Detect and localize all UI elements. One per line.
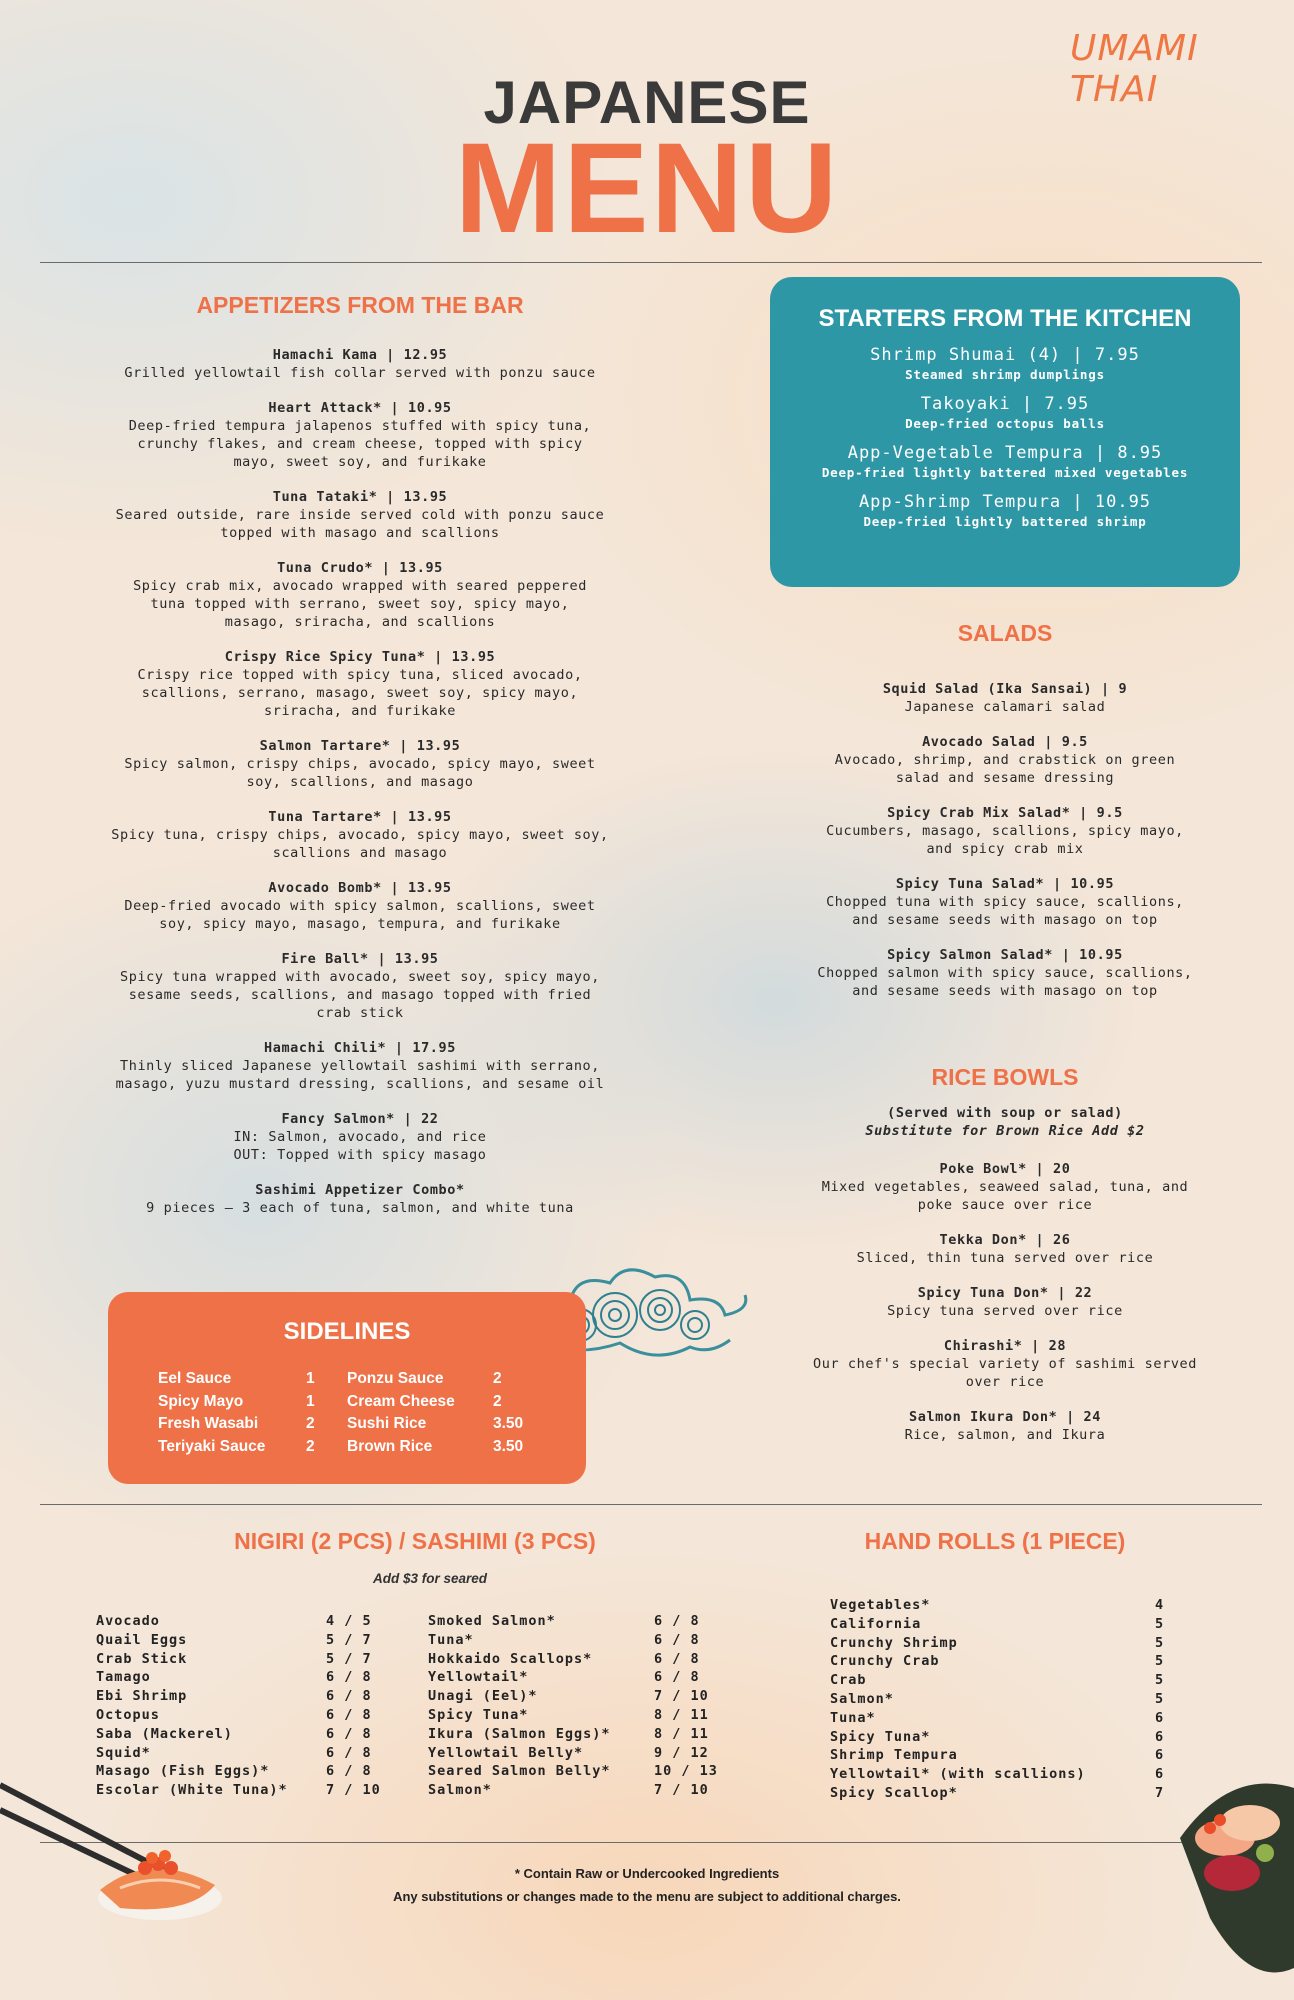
appetizer-item bbox=[70, 648, 650, 720]
sidelines-grid bbox=[158, 1370, 533, 1460]
nigiri-name: Unagi (Eel)* bbox=[428, 1688, 538, 1705]
hand-roll-price: 7 bbox=[1155, 1784, 1165, 1801]
nigiri-row bbox=[428, 1651, 728, 1670]
nigiri-name: Masago (Fish Eggs)* bbox=[96, 1763, 270, 1780]
appetizer-item bbox=[70, 879, 650, 933]
sidelines-box bbox=[108, 1292, 586, 1484]
salad-item-name: Spicy Salmon Salad* | 10.95 bbox=[887, 947, 1123, 963]
appetizer-item bbox=[70, 399, 650, 471]
salad-item bbox=[770, 680, 1240, 716]
starter-item-description: Deep-fried lightly battered shrimp bbox=[863, 514, 1147, 529]
hand-roll-row bbox=[830, 1653, 1170, 1672]
sideline-row bbox=[158, 1393, 533, 1416]
hand-roll-name: Salmon* bbox=[830, 1690, 894, 1707]
rice-bowl-item-description: Mixed vegetables, seaweed salad, tuna, and poke sauce over rice bbox=[821, 1179, 1189, 1213]
appetizer-item-name: Heart Attack* | 10.95 bbox=[268, 400, 452, 416]
rice-bowl-item-name: Tekka Don* | 26 bbox=[939, 1232, 1071, 1248]
hand-roll-name: Tuna* bbox=[830, 1709, 876, 1726]
sideline-row bbox=[158, 1438, 533, 1461]
nigiri-row bbox=[428, 1707, 728, 1726]
sideline-name: Fresh Wasabi bbox=[158, 1415, 259, 1432]
hand-roll-price: 4 bbox=[1155, 1597, 1165, 1613]
starter-item bbox=[770, 443, 1240, 480]
salad-item-name: Spicy Crab Mix Salad* | 9.5 bbox=[887, 805, 1123, 821]
rice-bowl-item-description: Spicy tuna served over rice bbox=[887, 1303, 1123, 1319]
sushi-chopsticks-icon bbox=[0, 1780, 240, 1930]
nigiri-row bbox=[96, 1688, 396, 1707]
appetizer-item-name: Fire Ball* | 13.95 bbox=[281, 951, 439, 967]
starter-item-name: Shrimp Shumai (4) | 7.95 bbox=[870, 345, 1140, 365]
appetizer-item-name: Sashimi Appetizer Combo* bbox=[255, 1182, 465, 1198]
salads-title: SALADS bbox=[957, 620, 1053, 646]
appetizer-item bbox=[70, 559, 650, 631]
sideline-name: Teriyaki Sauce bbox=[158, 1437, 266, 1455]
sideline-row bbox=[158, 1370, 533, 1393]
rice-bowls-title: RICE BOWLS bbox=[931, 1064, 1079, 1090]
nigiri-row bbox=[428, 1763, 728, 1782]
sidelines-title: SIDELINES bbox=[283, 1318, 411, 1345]
nigiri-price: 6 / 8 bbox=[654, 1631, 700, 1648]
nigiri-name: Seared Salmon Belly* bbox=[428, 1763, 611, 1780]
sideline-price: 2 bbox=[493, 1370, 502, 1387]
starter-item-description: Deep-fried lightly battered mixed vegetables bbox=[821, 465, 1189, 480]
nigiri-note: Add $3 for seared bbox=[372, 1571, 488, 1586]
hand-roll-name: Crunchy Crab bbox=[830, 1653, 940, 1670]
brand-logo: UMAMI THAI bbox=[1070, 28, 1199, 110]
salad-item-description: Avocado, shrimp, and crabstick on green salad and sesame dressing bbox=[834, 752, 1176, 786]
appetizer-item-name: Tuna Tartare* | 13.95 bbox=[268, 809, 452, 825]
divider-top bbox=[40, 262, 1262, 263]
nigiri-row bbox=[428, 1613, 728, 1632]
rice-bowls-note1: (Served with soup or salad) bbox=[887, 1105, 1123, 1121]
rice-bowl-item-name: Chirashi* | 28 bbox=[943, 1338, 1067, 1354]
appetizer-item-name: Crispy Rice Spicy Tuna* | 13.95 bbox=[224, 649, 496, 665]
nigiri-name: Avocado bbox=[96, 1613, 160, 1629]
appetizer-item-description: IN: Salmon, avocado, and rice OUT: Topped with spicy masago bbox=[233, 1129, 487, 1163]
appetizer-item-name: Salmon Tartare* | 13.95 bbox=[259, 738, 461, 754]
hand-roll-row bbox=[830, 1766, 1170, 1785]
salad-item-description: Japanese calamari salad bbox=[904, 699, 1106, 715]
nigiri-row bbox=[428, 1782, 728, 1801]
nigiri-name: Tamago bbox=[96, 1669, 151, 1686]
rice-bowl-item-description: Rice, salmon, and Ikura bbox=[904, 1427, 1106, 1443]
nigiri-row bbox=[428, 1632, 728, 1651]
rice-bowls-notes bbox=[770, 1104, 1240, 1140]
rice-bowl-item bbox=[770, 1160, 1240, 1214]
nigiri-price: 9 / 12 bbox=[654, 1744, 709, 1761]
sideline-price: 2 bbox=[493, 1392, 502, 1410]
divider-middle bbox=[40, 1504, 1262, 1505]
rice-bowls-list bbox=[770, 1160, 1240, 1461]
starters-box bbox=[770, 277, 1240, 587]
appetizer-item-description: Spicy tuna wrapped with avocado, sweet soy, spicy mayo, sesame seeds, scallions, and masago topped with fried crab stick bbox=[119, 969, 601, 1021]
nigiri-name: Spicy Tuna* bbox=[428, 1706, 529, 1723]
sideline-price: 1 bbox=[306, 1392, 315, 1410]
sideline-name: Brown Rice bbox=[347, 1437, 433, 1455]
hand-roll-name: Crunchy Shrimp bbox=[830, 1634, 958, 1651]
appetizer-item-description: Spicy salmon, crispy chips, avocado, spicy mayo, sweet soy, scallions, and masago bbox=[124, 756, 596, 790]
appetizer-item bbox=[70, 488, 650, 542]
nigiri-price: 6 / 8 bbox=[654, 1650, 700, 1667]
nigiri-row bbox=[96, 1707, 396, 1726]
starter-item-description: Deep-fried octopus balls bbox=[905, 416, 1105, 431]
nigiri-name: Escolar (White Tuna)* bbox=[96, 1782, 288, 1799]
nigiri-price: 6 / 8 bbox=[326, 1744, 372, 1761]
rice-bowl-item-description: Our chef's special variety of sashimi served over rice bbox=[812, 1356, 1198, 1390]
sideline-price: 3.50 bbox=[493, 1415, 524, 1432]
nigiri-price: 8 / 11 bbox=[654, 1725, 709, 1742]
starter-item-name: Takoyaki | 7.95 bbox=[920, 394, 1090, 414]
salad-item-description: Chopped tuna with spicy sauce, scallions, and sesame seeds with masago on top bbox=[826, 894, 1184, 928]
footer-note-substitutions: Any substitutions or changes made to the menu are subject to additional charges. bbox=[393, 1889, 901, 1904]
appetizers-list bbox=[70, 346, 650, 1234]
rice-bowl-item-name: Poke Bowl* | 20 bbox=[939, 1161, 1071, 1177]
nigiri-price: 10 / 13 bbox=[654, 1763, 718, 1780]
appetizer-item-description: Thinly sliced Japanese yellowtail sashimi with serrano, masago, yuzu mustard dressing, scallions, and sesame oil bbox=[115, 1058, 605, 1092]
nigiri-name: Hokkaido Scallops* bbox=[428, 1650, 593, 1667]
appetizer-item-name: Tuna Tataki* | 13.95 bbox=[272, 489, 448, 505]
nigiri-price: 6 / 8 bbox=[654, 1669, 700, 1686]
nigiri-row bbox=[96, 1651, 396, 1670]
nigiri-price: 7 / 10 bbox=[326, 1782, 381, 1799]
nigiri-row bbox=[428, 1726, 728, 1745]
rice-bowl-item-description: Sliced, thin tuna served over rice bbox=[856, 1250, 1154, 1266]
hand-roll-row bbox=[830, 1729, 1170, 1748]
appetizer-item-description: Seared outside, rare inside served cold with ponzu sauce topped with masago and scallions bbox=[115, 507, 605, 541]
nigiri-price: 5 / 7 bbox=[326, 1631, 372, 1648]
starter-item bbox=[770, 492, 1240, 529]
nigiri-row bbox=[96, 1745, 396, 1764]
hand-roll-row bbox=[830, 1691, 1170, 1710]
hand-roll-price: 5 bbox=[1155, 1690, 1165, 1707]
nigiri-name: Squid* bbox=[96, 1744, 151, 1761]
rice-bowl-item bbox=[770, 1408, 1240, 1444]
sideline-name: Eel Sauce bbox=[158, 1370, 232, 1387]
appetizer-item-description: Spicy tuna, crispy chips, avocado, spicy mayo, sweet soy, scallions and masago bbox=[111, 827, 609, 861]
appetizer-item-name: Avocado Bomb* | 13.95 bbox=[268, 880, 452, 896]
nigiri-row bbox=[428, 1669, 728, 1688]
nigiri-title: NIGIRI (2 PCS) / SASHIMI (3 PCS) bbox=[234, 1528, 596, 1554]
appetizer-item-name: Fancy Salmon* | 22 bbox=[281, 1111, 439, 1127]
starter-item bbox=[770, 345, 1240, 382]
salad-item bbox=[770, 804, 1240, 858]
appetizer-item bbox=[70, 1039, 650, 1093]
appetizer-item bbox=[70, 950, 650, 1022]
starter-item-name: App-Vegetable Tempura | 8.95 bbox=[847, 443, 1163, 463]
nigiri-row bbox=[428, 1745, 728, 1764]
salad-item bbox=[770, 875, 1240, 929]
nigiri-price: 8 / 11 bbox=[654, 1706, 709, 1723]
rice-bowl-item bbox=[770, 1337, 1240, 1391]
starter-item-name: App-Shrimp Tempura | 10.95 bbox=[858, 492, 1152, 512]
salad-item-name: Squid Salad (Ika Sansai) | 9 bbox=[882, 681, 1128, 697]
nigiri-price: 4 / 5 bbox=[326, 1613, 372, 1629]
nigiri-price: 5 / 7 bbox=[326, 1650, 372, 1667]
nigiri-name: Tuna* bbox=[428, 1631, 474, 1648]
nigiri-row bbox=[428, 1688, 728, 1707]
salads-list bbox=[770, 680, 1240, 1017]
sideline-price: 2 bbox=[306, 1437, 315, 1455]
appetizers-title: APPETIZERS FROM THE BAR bbox=[196, 292, 524, 318]
hand-roll-price: 5 bbox=[1155, 1634, 1165, 1651]
footer-note-raw: * Contain Raw or Undercooked Ingredients bbox=[514, 1866, 780, 1881]
appetizer-item-name: Hamachi Kama | 12.95 bbox=[272, 347, 448, 363]
hand-roll-name: Yellowtail* (with scallions) bbox=[830, 1766, 1086, 1783]
hand-rolls-title: HAND ROLLS (1 PIECE) bbox=[864, 1528, 1126, 1554]
nigiri-price: 7 / 10 bbox=[654, 1782, 709, 1799]
nigiri-name: Crab Stick bbox=[96, 1650, 188, 1667]
salad-item bbox=[770, 946, 1240, 1000]
hand-roll-row bbox=[830, 1672, 1170, 1691]
appetizer-item bbox=[70, 1181, 650, 1217]
nigiri-name: Ebi Shrimp bbox=[96, 1688, 188, 1705]
sideline-row bbox=[158, 1415, 533, 1438]
hand-roll-price: 6 bbox=[1155, 1766, 1165, 1783]
appetizer-item-description: Deep-fried tempura jalapenos stuffed with spicy tuna, crunchy flakes, and cream cheese, topped with spicy mayo, sweet soy, and furikake bbox=[128, 418, 592, 470]
hand-roll-price: 6 bbox=[1155, 1747, 1165, 1764]
appetizer-item-description: 9 pieces – 3 each of tuna, salmon, and white tuna bbox=[146, 1200, 574, 1216]
appetizer-item-description: Grilled yellowtail fish collar served with ponzu sauce bbox=[124, 365, 596, 381]
nigiri-name: Salmon* bbox=[428, 1782, 492, 1799]
starters-title: STARTERS FROM THE KITCHEN bbox=[818, 305, 1192, 332]
rice-bowl-item bbox=[770, 1231, 1240, 1267]
salad-item-description: Cucumbers, masago, scallions, spicy mayo, and spicy crab mix bbox=[826, 823, 1184, 857]
appetizer-item-description: Spicy crab mix, avocado wrapped with seared peppered tuna topped with serrano, sweet soy, spicy mayo, masago, sriracha, and scallions bbox=[133, 578, 587, 630]
nigiri-row bbox=[96, 1669, 396, 1688]
starter-item-description: Steamed shrimp dumplings bbox=[905, 367, 1105, 382]
rice-bowl-item-name: Spicy Tuna Don* | 22 bbox=[917, 1285, 1093, 1301]
hand-roll-row bbox=[830, 1710, 1170, 1729]
hand-roll-price: 5 bbox=[1155, 1615, 1165, 1632]
hand-roll-price: 5 bbox=[1155, 1653, 1165, 1670]
nigiri-price: 6 / 8 bbox=[654, 1613, 700, 1629]
nigiri-name: Yellowtail Belly* bbox=[428, 1744, 584, 1761]
hand-roll-row bbox=[830, 1747, 1170, 1766]
sideline-name: Ponzu Sauce bbox=[347, 1370, 444, 1387]
hand-roll-row bbox=[830, 1785, 1170, 1804]
hand-roll-price: 6 bbox=[1155, 1728, 1165, 1745]
nigiri-row bbox=[96, 1726, 396, 1745]
salad-item-name: Avocado Salad | 9.5 bbox=[922, 734, 1088, 750]
starter-item bbox=[770, 394, 1240, 431]
nigiri-name: Smoked Salmon* bbox=[428, 1613, 556, 1629]
hand-roll-name: California bbox=[830, 1615, 922, 1632]
salad-item-name: Spicy Tuna Salad* | 10.95 bbox=[895, 876, 1115, 892]
appetizer-item-description: Deep-fried avocado with spicy salmon, scallions, sweet soy, spicy mayo, masago, tempura, and furikake bbox=[124, 898, 596, 932]
appetizer-item bbox=[70, 737, 650, 791]
hand-roll-name: Crab bbox=[830, 1672, 867, 1689]
hand-roll-name: Vegetables* bbox=[830, 1597, 931, 1613]
nigiri-price: 7 / 10 bbox=[654, 1688, 709, 1705]
rice-bowl-item-name: Salmon Ikura Don* | 24 bbox=[908, 1409, 1101, 1425]
sideline-price: 2 bbox=[306, 1415, 315, 1432]
nigiri-column-2 bbox=[428, 1613, 728, 1801]
appetizer-item bbox=[70, 808, 650, 862]
nigiri-price: 6 / 8 bbox=[326, 1725, 372, 1742]
hand-roll-row bbox=[830, 1616, 1170, 1635]
rice-bowl-item bbox=[770, 1284, 1240, 1320]
nigiri-row bbox=[96, 1613, 396, 1632]
nigiri-column-1 bbox=[96, 1613, 396, 1801]
appetizer-item-description: Crispy rice topped with spicy tuna, sliced avocado, scallions, serrano, masago, sweet soy, spicy mayo, sriracha, and furikake bbox=[137, 667, 583, 719]
nigiri-name: Ikura (Salmon Eggs)* bbox=[428, 1725, 611, 1742]
nigiri-price: 6 / 8 bbox=[326, 1688, 372, 1705]
hand-roll-row bbox=[830, 1597, 1170, 1616]
appetizer-item bbox=[70, 1110, 650, 1164]
appetizer-item-name: Tuna Crudo* | 13.95 bbox=[277, 560, 443, 576]
sideline-price: 3.50 bbox=[493, 1437, 524, 1455]
hand-roll-name: Spicy Scallop* bbox=[830, 1784, 958, 1801]
sideline-name: Spicy Mayo bbox=[158, 1392, 244, 1410]
appetizer-item bbox=[70, 346, 650, 382]
rice-bowls-note2: Substitute for Brown Rice Add $2 bbox=[865, 1123, 1145, 1139]
nigiri-price: 6 / 8 bbox=[326, 1763, 372, 1780]
hand-roll-price: 5 bbox=[1155, 1672, 1165, 1689]
nigiri-name: Saba (Mackerel) bbox=[96, 1725, 233, 1742]
nigiri-name: Octopus bbox=[96, 1706, 160, 1723]
hand-rolls-list bbox=[830, 1597, 1170, 1804]
salad-item-description: Chopped salmon with spicy sauce, scallions, and sesame seeds with masago on top bbox=[817, 965, 1193, 999]
nigiri-price: 6 / 8 bbox=[326, 1706, 372, 1723]
page-title-line2: MENU bbox=[454, 117, 840, 260]
hand-roll-name: Spicy Tuna* bbox=[830, 1728, 931, 1745]
nigiri-name: Quail Eggs bbox=[96, 1631, 188, 1648]
nigiri-price: 6 / 8 bbox=[326, 1669, 372, 1686]
nigiri-row bbox=[96, 1632, 396, 1651]
sideline-name: Cream Cheese bbox=[347, 1392, 455, 1410]
sideline-name: Sushi Rice bbox=[347, 1415, 427, 1432]
hand-roll-name: Shrimp Tempura bbox=[830, 1747, 958, 1764]
starters-list bbox=[770, 345, 1240, 529]
page-title-line1: JAPANESE bbox=[483, 69, 811, 136]
nigiri-name: Yellowtail* bbox=[428, 1669, 529, 1686]
hand-roll-price: 6 bbox=[1155, 1709, 1165, 1726]
salad-item bbox=[770, 733, 1240, 787]
hand-roll-row bbox=[830, 1635, 1170, 1654]
sideline-price: 1 bbox=[306, 1370, 315, 1387]
appetizer-item-name: Hamachi Chili* | 17.95 bbox=[263, 1040, 456, 1056]
